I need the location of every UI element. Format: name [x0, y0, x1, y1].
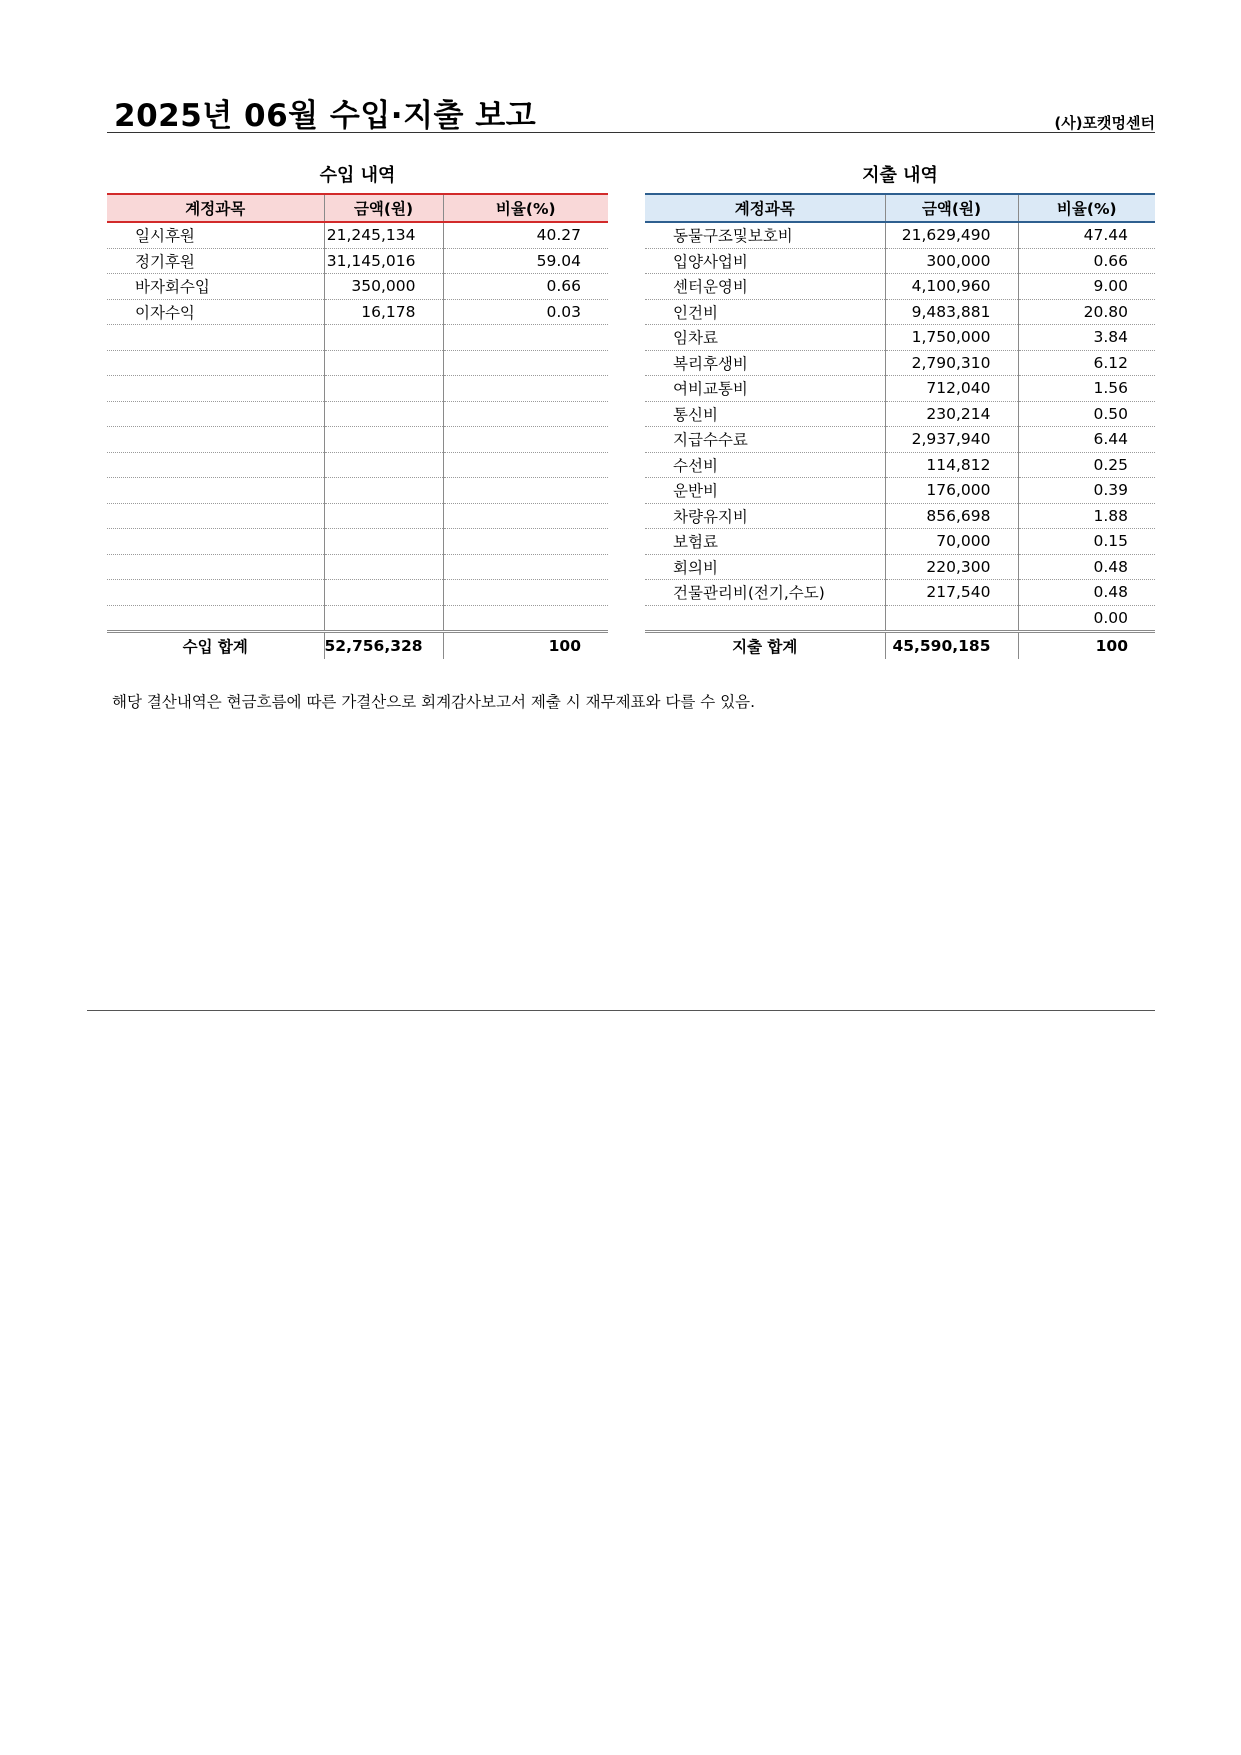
income-header-row [107, 194, 608, 222]
income-cell-ratio [443, 350, 608, 376]
expense-row [645, 401, 1155, 427]
expense-row [645, 554, 1155, 580]
income-row [107, 529, 608, 555]
expense-cell-ratio: 0.66 [1018, 248, 1155, 274]
income-cell-account [107, 605, 324, 632]
income-cell-ratio [443, 605, 608, 632]
expense-row [645, 274, 1155, 300]
expense-cell-ratio: 0.15 [1018, 529, 1155, 555]
expense-cell-account: 센터운영비 [645, 274, 885, 300]
expense-row [645, 376, 1155, 402]
expense-cell-amount: 712,040 [885, 376, 1018, 402]
expense-cell-amount: 230,214 [885, 401, 1018, 427]
expense-header-row [645, 194, 1155, 222]
income-row [107, 503, 608, 529]
expense-cell-amount: 9,483,881 [885, 299, 1018, 325]
bottom-divider [87, 1010, 1155, 1011]
income-row [107, 299, 608, 325]
expense-cell-account: 운반비 [645, 478, 885, 504]
income-cell-ratio [443, 427, 608, 453]
expense-row [645, 580, 1155, 606]
expense-total-account: 지출 합계 [645, 632, 885, 660]
expense-cell-amount: 856,698 [885, 503, 1018, 529]
expense-row [645, 299, 1155, 325]
expense-cell-account: 여비교통비 [645, 376, 885, 402]
organization-name: (사)포캣멍센터 [1054, 114, 1155, 132]
income-cell-ratio [443, 452, 608, 478]
income-cell-account [107, 401, 324, 427]
expense-panel [645, 163, 1155, 659]
expense-cell-amount: 4,100,960 [885, 274, 1018, 300]
expense-cell-amount: 70,000 [885, 529, 1018, 555]
income-cell-account: 정기후원 [107, 248, 324, 274]
income-table [107, 193, 608, 659]
income-cell-amount [324, 554, 443, 580]
income-row [107, 274, 608, 300]
income-cell-amount [324, 529, 443, 555]
income-cell-ratio: 0.66 [443, 274, 608, 300]
income-row [107, 580, 608, 606]
income-cell-ratio [443, 401, 608, 427]
income-cell-account [107, 529, 324, 555]
income-cell-account [107, 554, 324, 580]
expense-cell-ratio: 1.88 [1018, 503, 1155, 529]
income-cell-amount [324, 350, 443, 376]
expense-cell-ratio: 1.56 [1018, 376, 1155, 402]
income-cell-account [107, 580, 324, 606]
expense-cell-amount: 1,750,000 [885, 325, 1018, 351]
income-cell-account [107, 452, 324, 478]
expense-cell-account: 입양사업비 [645, 248, 885, 274]
income-row [107, 605, 608, 632]
income-row [107, 554, 608, 580]
income-col-ratio: 비율(%) [443, 194, 608, 222]
income-cell-ratio [443, 376, 608, 402]
income-cell-amount: 21,245,134 [324, 222, 443, 248]
expense-cell-account: 회의비 [645, 554, 885, 580]
income-total-account: 수입 합계 [107, 632, 324, 660]
expense-cell-account: 건물관리비(전기,수도) [645, 580, 885, 606]
income-cell-account: 이자수익 [107, 299, 324, 325]
income-cell-account [107, 427, 324, 453]
income-cell-amount: 31,145,016 [324, 248, 443, 274]
income-cell-account: 바자회수입 [107, 274, 324, 300]
income-total-row [107, 632, 608, 660]
income-cell-amount: 16,178 [324, 299, 443, 325]
expense-cell-amount: 220,300 [885, 554, 1018, 580]
expense-cell-account [645, 605, 885, 632]
income-row [107, 427, 608, 453]
income-row [107, 350, 608, 376]
income-cell-ratio [443, 529, 608, 555]
expense-col-account: 계정과목 [645, 194, 885, 222]
expense-cell-ratio: 0.48 [1018, 580, 1155, 606]
income-cell-account: 일시후원 [107, 222, 324, 248]
expense-cell-amount: 2,790,310 [885, 350, 1018, 376]
expense-cell-ratio: 9.00 [1018, 274, 1155, 300]
expense-cell-account: 동물구조및보호비 [645, 222, 885, 248]
income-cell-account [107, 350, 324, 376]
income-cell-ratio: 0.03 [443, 299, 608, 325]
expense-row [645, 529, 1155, 555]
expense-table [645, 193, 1155, 659]
income-cell-amount [324, 427, 443, 453]
income-cell-ratio [443, 554, 608, 580]
income-total-amount: 52,756,328 [324, 632, 443, 660]
income-row [107, 452, 608, 478]
income-cell-amount [324, 325, 443, 351]
income-cell-amount [324, 503, 443, 529]
income-row [107, 478, 608, 504]
income-cell-account [107, 376, 324, 402]
income-cell-ratio: 59.04 [443, 248, 608, 274]
income-row [107, 376, 608, 402]
income-cell-account [107, 325, 324, 351]
page-title: 2025년 06월 수입·지출 보고 [114, 98, 537, 134]
expense-cell-account: 통신비 [645, 401, 885, 427]
income-cell-ratio [443, 325, 608, 351]
expense-cell-ratio: 0.50 [1018, 401, 1155, 427]
expense-cell-account: 보험료 [645, 529, 885, 555]
income-cell-ratio: 40.27 [443, 222, 608, 248]
expense-cell-ratio: 3.84 [1018, 325, 1155, 351]
expense-cell-account: 인건비 [645, 299, 885, 325]
expense-row [645, 503, 1155, 529]
expense-cell-ratio: 47.44 [1018, 222, 1155, 248]
expense-cell-amount: 300,000 [885, 248, 1018, 274]
income-cell-account [107, 503, 324, 529]
expense-row [645, 248, 1155, 274]
income-cell-amount [324, 452, 443, 478]
income-row [107, 248, 608, 274]
expense-cell-ratio: 0.48 [1018, 554, 1155, 580]
expense-row [645, 427, 1155, 453]
expense-cell-amount: 2,937,940 [885, 427, 1018, 453]
income-cell-ratio [443, 478, 608, 504]
income-cell-amount [324, 478, 443, 504]
expense-row [645, 452, 1155, 478]
expense-col-amount: 금액(원) [885, 194, 1018, 222]
income-cell-amount [324, 605, 443, 632]
income-title: 수입 내역 [319, 165, 396, 186]
expense-cell-ratio: 20.80 [1018, 299, 1155, 325]
income-total-ratio: 100 [443, 632, 608, 660]
income-cell-amount [324, 376, 443, 402]
income-cell-ratio [443, 503, 608, 529]
expense-row [645, 478, 1155, 504]
expense-total-amount: 45,590,185 [885, 632, 1018, 660]
income-panel [107, 163, 608, 659]
expense-row [645, 222, 1155, 248]
income-row [107, 325, 608, 351]
income-cell-amount [324, 580, 443, 606]
expense-cell-ratio: 6.12 [1018, 350, 1155, 376]
expense-row [645, 350, 1155, 376]
expense-cell-account: 차량유지비 [645, 503, 885, 529]
expense-cell-ratio: 0.39 [1018, 478, 1155, 504]
income-row [107, 401, 608, 427]
expense-cell-amount: 217,540 [885, 580, 1018, 606]
expense-cell-ratio: 0.00 [1018, 605, 1155, 632]
title-divider [107, 132, 1155, 133]
expense-cell-account: 복리후생비 [645, 350, 885, 376]
expense-col-ratio: 비율(%) [1018, 194, 1155, 222]
expense-total-row [645, 632, 1155, 660]
expense-total-ratio: 100 [1018, 632, 1155, 660]
income-cell-amount: 350,000 [324, 274, 443, 300]
income-cell-amount [324, 401, 443, 427]
expense-cell-amount: 176,000 [885, 478, 1018, 504]
expense-row [645, 605, 1155, 632]
income-col-account: 계정과목 [107, 194, 324, 222]
expense-cell-account: 임차료 [645, 325, 885, 351]
expense-cell-account: 수선비 [645, 452, 885, 478]
expense-cell-ratio: 6.44 [1018, 427, 1155, 453]
expense-title: 지출 내역 [862, 165, 938, 186]
expense-cell-amount: 21,629,490 [885, 222, 1018, 248]
expense-row [645, 325, 1155, 351]
income-col-amount: 금액(원) [324, 194, 443, 222]
income-cell-ratio [443, 580, 608, 606]
income-row [107, 222, 608, 248]
expense-cell-amount: 114,812 [885, 452, 1018, 478]
expense-cell-ratio: 0.25 [1018, 452, 1155, 478]
expense-cell-account: 지급수수료 [645, 427, 885, 453]
income-cell-account [107, 478, 324, 504]
footnote: 해당 결산내역은 현금흐름에 따른 가결산으로 회계감사보고서 제출 시 재무제표와 다를 수 있음. [112, 693, 756, 711]
expense-cell-amount [885, 605, 1018, 632]
